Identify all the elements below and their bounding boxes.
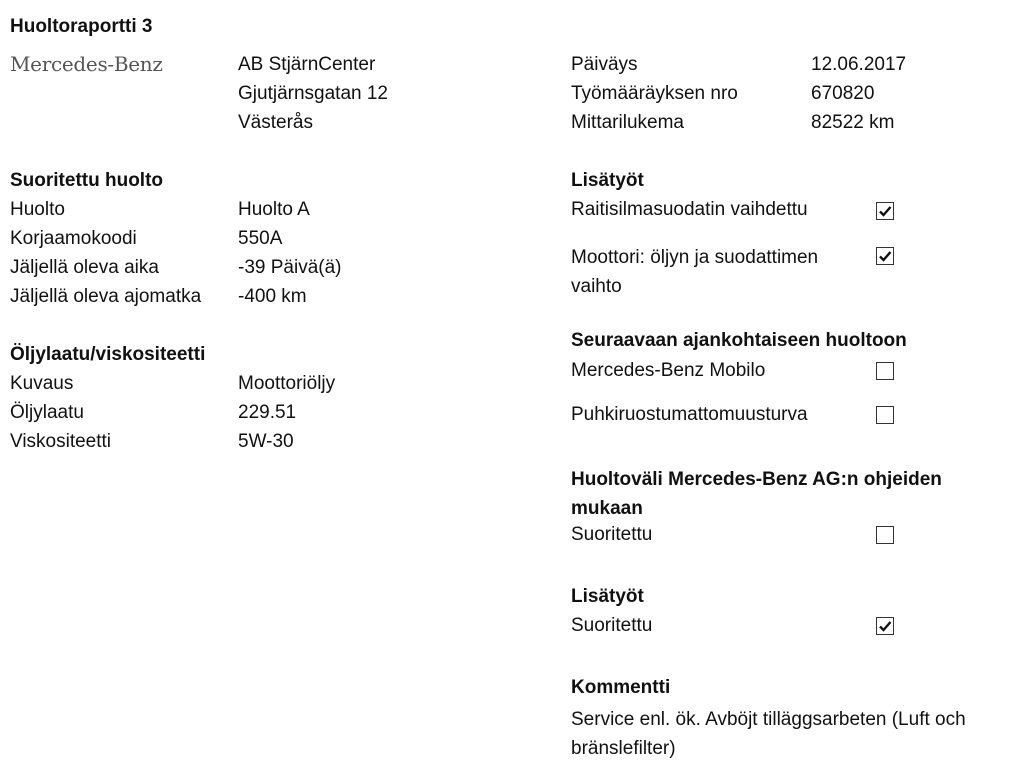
mercedes-benz-logo: Mercedes-Benz xyxy=(10,52,163,76)
oil-quality-value: 229.51 xyxy=(238,402,297,423)
workshop-code-value: 550A xyxy=(238,228,283,249)
work-order-value: 670820 xyxy=(811,83,875,104)
oil-change-checkbox[interactable] xyxy=(876,247,894,265)
workshop-code-label: Korjaamokoodi xyxy=(10,228,137,249)
work-order-label: Työmääräyksen nro xyxy=(571,83,738,104)
viscosity-value: 5W-30 xyxy=(238,431,294,452)
checkmark-icon xyxy=(878,249,892,263)
cabin-filter-label: Raitisilmasuodatin vaihdettu xyxy=(571,199,808,220)
mobilo-label: Mercedes-Benz Mobilo xyxy=(571,360,766,381)
viscosity-label: Viskositeetti xyxy=(10,431,112,452)
date-label: Päiväys xyxy=(571,54,638,75)
service-value: Huolto A xyxy=(238,199,310,220)
oil-heading: Öljylaatu/viskositeetti xyxy=(10,344,206,365)
extra-work-heading: Lisätyöt xyxy=(571,586,644,607)
extra-work-done-label: Suoritettu xyxy=(571,615,653,636)
dealer-name: AB StjärnCenter xyxy=(238,54,376,75)
interval-done-label: Suoritettu xyxy=(571,524,653,545)
odometer-label: Mittarilukema xyxy=(571,112,684,133)
extra-work-done-checkbox[interactable] xyxy=(876,617,894,635)
mobilo-checkbox[interactable] xyxy=(876,362,894,380)
service-heading: Suoritettu huolto xyxy=(10,170,164,191)
oil-quality-label: Öljylaatu xyxy=(10,402,84,423)
date-value: 12.06.2017 xyxy=(811,54,907,75)
oil-change-label: Moottori: öljyn ja suodattimen vaihto xyxy=(571,247,819,297)
oil-description-value: Moottoriöljy xyxy=(238,373,336,394)
rust-warranty-label: Puhkiruostumattomuusturva xyxy=(571,404,808,425)
checkmark-icon xyxy=(878,204,892,218)
additional-work-heading: Lisätyöt xyxy=(571,170,644,191)
odometer-value: 82522 km xyxy=(811,112,895,133)
rust-warranty-checkbox[interactable] xyxy=(876,406,894,424)
dealer-city: Västerås xyxy=(238,112,313,133)
comment-text: Service enl. ök. Avböjt tilläggsarbeten (Luft och bränslefilter) xyxy=(571,709,966,759)
report-title: Huoltoraportti 3 xyxy=(10,16,153,37)
next-service-heading: Seuraavaan ajankohtaiseen huoltoon xyxy=(571,330,907,351)
comment-heading: Kommentti xyxy=(571,677,671,698)
remaining-time-label: Jäljellä oleva aika xyxy=(10,257,159,278)
interval-done-checkbox[interactable] xyxy=(876,526,894,544)
remaining-time-value: -39 Päivä(ä) xyxy=(238,257,342,278)
cabin-filter-checkbox[interactable] xyxy=(876,202,894,220)
remaining-distance-value: -400 km xyxy=(238,286,307,307)
dealer-street: Gjutjärnsgatan 12 xyxy=(238,83,388,104)
remaining-distance-label: Jäljellä oleva ajomatka xyxy=(10,286,202,307)
oil-description-label: Kuvaus xyxy=(10,373,74,394)
interval-heading: Huoltoväli Mercedes-Benz AG:n ohjeiden mukaan xyxy=(571,469,942,519)
checkmark-icon xyxy=(878,619,892,633)
service-label: Huolto xyxy=(10,199,65,220)
